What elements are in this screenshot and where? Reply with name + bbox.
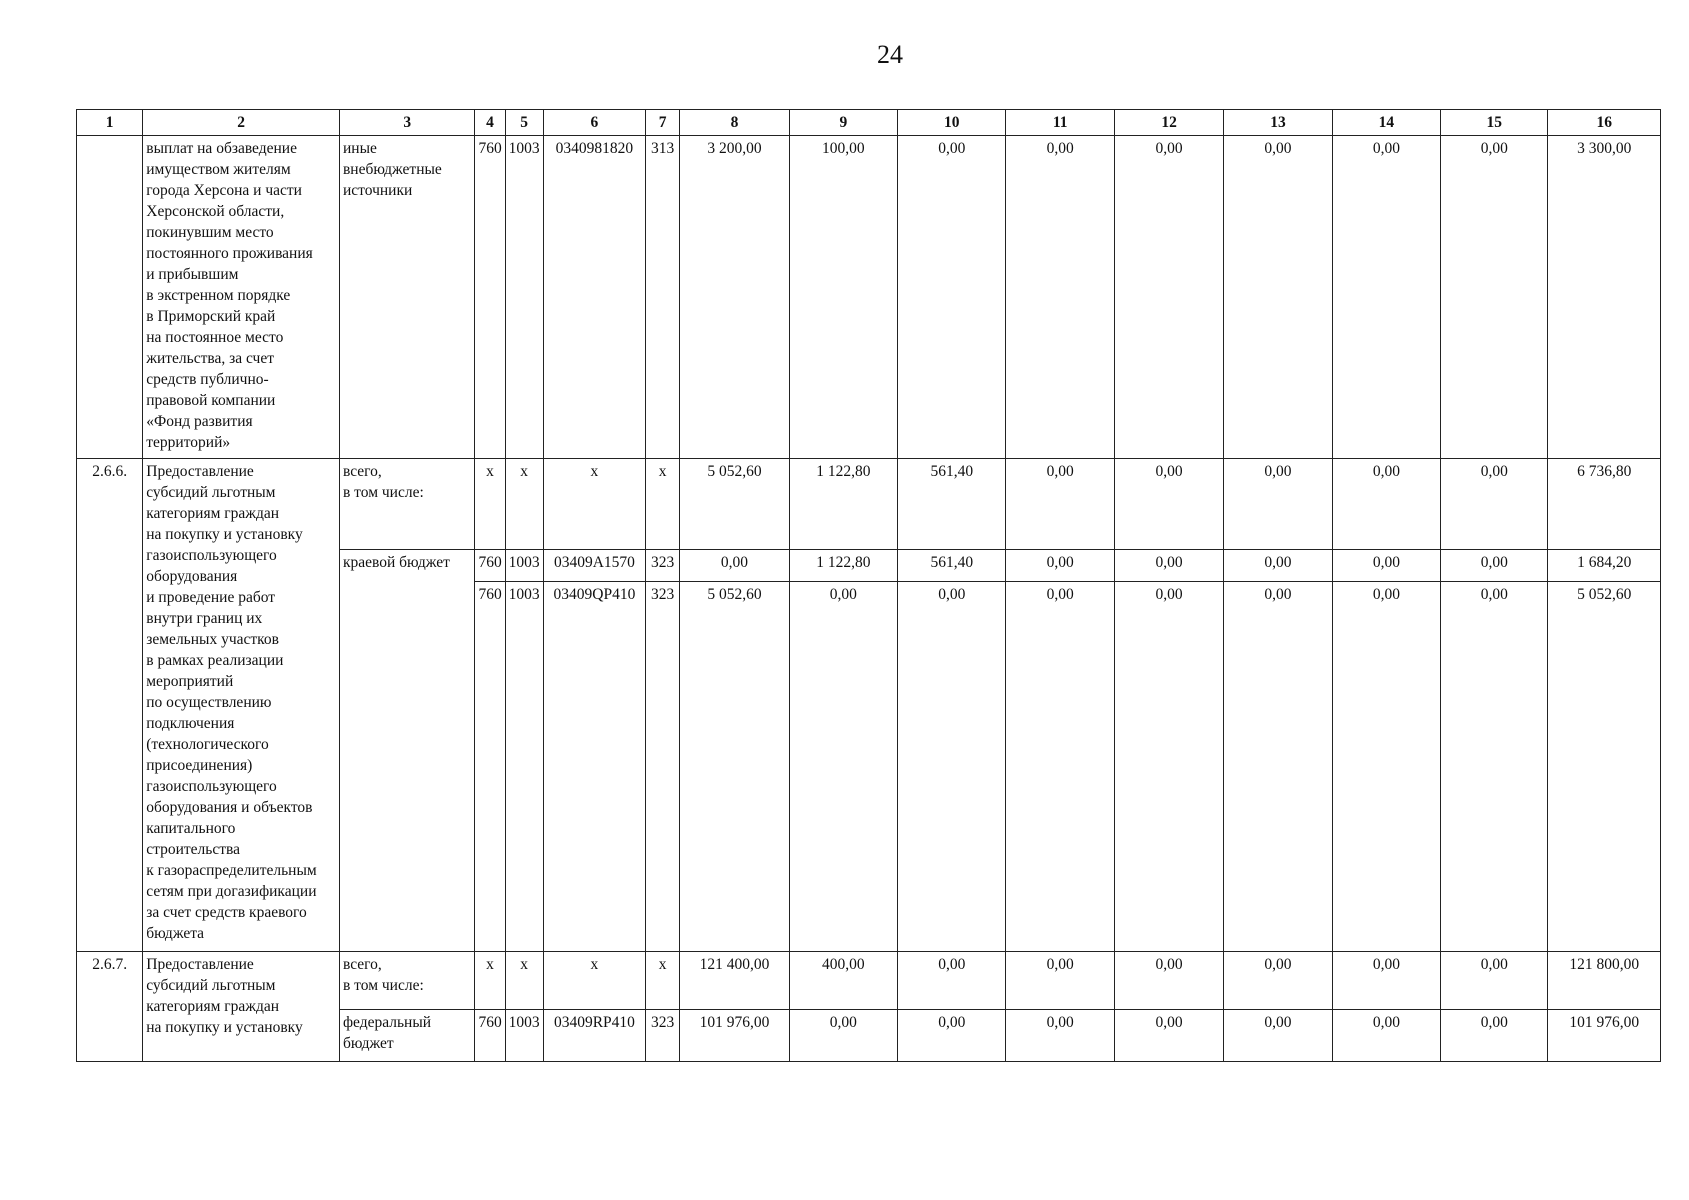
column-header: 11 [1006, 110, 1114, 136]
value-cell: 0,00 [898, 952, 1006, 1010]
value-cell: 0,00 [898, 136, 1006, 459]
table-row [77, 136, 1661, 459]
row-description: выплат на обзаведение имуществом жителям города Херсона и части Херсонской области, покинувшим место постоянного проживания и прибывшим в экстренном порядке в Приморский край на постоянное место жительства, за счет средств публично- правовой компании «Фонд развития территорий» [143, 136, 340, 459]
code-cell: x [646, 952, 680, 1010]
value-cell: 0,00 [1332, 136, 1440, 459]
page-number: 24 [877, 40, 903, 69]
column-header: 8 [680, 110, 789, 136]
value-cell: 561,40 [898, 550, 1006, 582]
value-cell: 0,00 [1006, 1010, 1114, 1062]
value-cell: 400,00 [789, 952, 897, 1010]
code-cell: 323 [646, 1010, 680, 1062]
value-cell: 561,40 [898, 459, 1006, 550]
row-description: Предоставление субсидий льготным категориям граждан на покупку и установку [143, 952, 340, 1062]
code-cell: 1003 [505, 550, 543, 582]
value-cell: 0,00 [789, 1010, 897, 1062]
value-cell: 1 122,80 [789, 459, 897, 550]
value-cell: 0,00 [1006, 136, 1114, 459]
value-cell: 0,00 [789, 582, 897, 952]
value-cell: 0,00 [1441, 582, 1548, 952]
value-cell: 0,00 [898, 1010, 1006, 1062]
value-cell: 101 976,00 [680, 1010, 789, 1062]
code-cell: 323 [646, 550, 680, 582]
code-cell: 760 [475, 582, 505, 952]
code-cell: 760 [475, 136, 505, 459]
column-header: 12 [1114, 110, 1223, 136]
value-cell: 100,00 [789, 136, 897, 459]
table-row [77, 952, 1661, 1010]
budget-table [76, 109, 1661, 1062]
value-cell: 0,00 [1441, 459, 1548, 550]
row-index: 2.6.6. [77, 459, 143, 952]
value-cell: 0,00 [1224, 136, 1332, 459]
value-cell: 0,00 [1006, 582, 1114, 952]
funding-source: краевой бюджет [339, 550, 475, 952]
code-cell: 03409QP410 [543, 582, 645, 952]
code-cell: x [543, 459, 645, 550]
funding-source: всего, в том числе: [339, 952, 475, 1010]
value-cell: 0,00 [1224, 1010, 1332, 1062]
value-cell: 0,00 [1224, 459, 1332, 550]
value-cell: 0,00 [1114, 582, 1223, 952]
code-cell: 0340981820 [543, 136, 645, 459]
table-row [77, 459, 1661, 550]
value-cell: 5 052,60 [680, 459, 789, 550]
row-index [77, 136, 143, 459]
value-cell: 0,00 [1114, 952, 1223, 1010]
column-header: 6 [543, 110, 645, 136]
funding-source: иные внебюджетные источники [339, 136, 475, 459]
value-cell: 0,00 [1006, 550, 1114, 582]
value-cell: 1 122,80 [789, 550, 897, 582]
column-header: 1 [77, 110, 143, 136]
value-cell: 0,00 [680, 550, 789, 582]
code-cell: x [505, 952, 543, 1010]
code-cell: 03409A1570 [543, 550, 645, 582]
column-header: 15 [1441, 110, 1548, 136]
column-header: 3 [339, 110, 475, 136]
value-cell: 121 800,00 [1548, 952, 1661, 1010]
value-cell: 0,00 [1332, 550, 1440, 582]
code-cell: x [646, 459, 680, 550]
code-cell: 1003 [505, 582, 543, 952]
value-cell: 0,00 [1006, 459, 1114, 550]
value-cell: 0,00 [1114, 459, 1223, 550]
value-cell: 0,00 [1224, 952, 1332, 1010]
header-row [77, 110, 1661, 136]
column-header: 9 [789, 110, 897, 136]
value-cell: 5 052,60 [680, 582, 789, 952]
code-cell: 03409RP410 [543, 1010, 645, 1062]
value-cell: 0,00 [1441, 136, 1548, 459]
code-cell: 313 [646, 136, 680, 459]
column-header: 7 [646, 110, 680, 136]
column-header: 16 [1548, 110, 1661, 136]
column-header: 13 [1224, 110, 1332, 136]
value-cell: 0,00 [898, 582, 1006, 952]
code-cell: 323 [646, 582, 680, 952]
column-header: 2 [143, 110, 340, 136]
value-cell: 101 976,00 [1548, 1010, 1661, 1062]
column-header: 10 [898, 110, 1006, 136]
code-cell: 760 [475, 550, 505, 582]
value-cell: 0,00 [1224, 550, 1332, 582]
value-cell: 0,00 [1332, 459, 1440, 550]
value-cell: 0,00 [1441, 550, 1548, 582]
value-cell: 3 300,00 [1548, 136, 1661, 459]
value-cell: 121 400,00 [680, 952, 789, 1010]
row-description: Предоставление субсидий льготным категориям граждан на покупку и установку газоиспользующего оборудования и проведение работ внутри границ их земельных участков в рамках реализации мероприятий по осуществлению подключения (технологического присоединения) газоиспользующего оборудования и объектов капитального строительства к газораспределительным сетям при догазификации за счет средств краевого бюджета [143, 459, 340, 952]
value-cell: 0,00 [1332, 1010, 1440, 1062]
row-index: 2.6.7. [77, 952, 143, 1062]
column-header: 5 [505, 110, 543, 136]
value-cell: 0,00 [1224, 582, 1332, 952]
code-cell: 760 [475, 1010, 505, 1062]
funding-source: федеральный бюджет [339, 1010, 475, 1062]
code-cell: 1003 [505, 136, 543, 459]
code-cell: x [475, 952, 505, 1010]
value-cell: 0,00 [1332, 582, 1440, 952]
code-cell: x [543, 952, 645, 1010]
value-cell: 3 200,00 [680, 136, 789, 459]
column-header: 4 [475, 110, 505, 136]
value-cell: 5 052,60 [1548, 582, 1661, 952]
value-cell: 0,00 [1114, 136, 1223, 459]
value-cell: 0,00 [1114, 550, 1223, 582]
funding-source: всего, в том числе: [339, 459, 475, 550]
value-cell: 0,00 [1332, 952, 1440, 1010]
value-cell: 0,00 [1114, 1010, 1223, 1062]
code-cell: x [475, 459, 505, 550]
value-cell: 0,00 [1441, 1010, 1548, 1062]
code-cell: 1003 [505, 1010, 543, 1062]
column-header: 14 [1332, 110, 1440, 136]
value-cell: 0,00 [1441, 952, 1548, 1010]
value-cell: 0,00 [1006, 952, 1114, 1010]
value-cell: 1 684,20 [1548, 550, 1661, 582]
value-cell: 6 736,80 [1548, 459, 1661, 550]
code-cell: x [505, 459, 543, 550]
